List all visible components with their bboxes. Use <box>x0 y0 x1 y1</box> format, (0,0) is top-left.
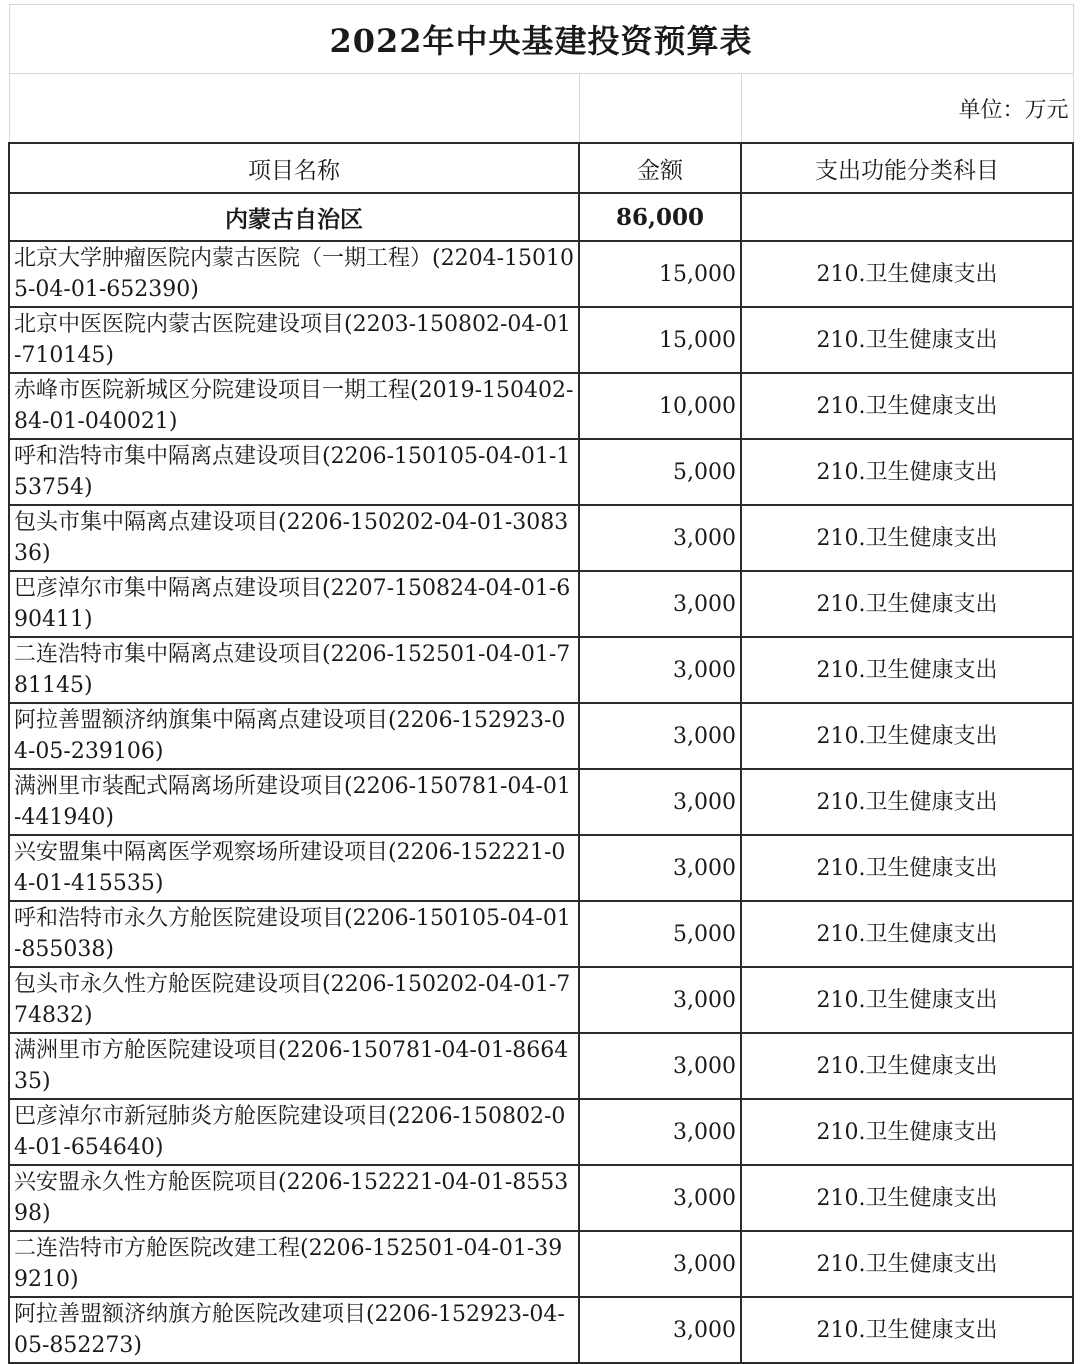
table-row <box>9 637 1073 703</box>
function-cell: 210.卫生健康支出 <box>741 439 1073 505</box>
header-project-name: 项目名称 <box>9 143 579 193</box>
table-row <box>9 901 1073 967</box>
table-row <box>9 1231 1073 1297</box>
amount-cell: 15,000 <box>579 241 741 307</box>
project-name-cell: 呼和浩特市永久方舱医院建设项目(2206-150105-04-01-855038) <box>9 901 579 967</box>
project-name-cell: 阿拉善盟额济纳旗集中隔离点建设项目(2206-152923-04-05-239106) <box>9 703 579 769</box>
project-name-cell: 满洲里市方舱医院建设项目(2206-150781-04-01-866435) <box>9 1033 579 1099</box>
project-name-cell: 巴彦淖尔市新冠肺炎方舱医院建设项目(2206-150802-04-01-654640) <box>9 1099 579 1165</box>
function-cell: 210.卫生健康支出 <box>741 637 1073 703</box>
function-cell: 210.卫生健康支出 <box>741 307 1073 373</box>
table-row <box>9 1165 1073 1231</box>
function-cell: 210.卫生健康支出 <box>741 1099 1073 1165</box>
table-row <box>9 835 1073 901</box>
amount-cell: 3,000 <box>579 769 741 835</box>
budget-sheet <box>8 4 1072 1364</box>
table-row <box>9 1099 1073 1165</box>
amount-cell: 3,000 <box>579 637 741 703</box>
project-name-cell: 呼和浩特市集中隔离点建设项目(2206-150105-04-01-153754) <box>9 439 579 505</box>
amount-cell: 3,000 <box>579 1033 741 1099</box>
function-cell: 210.卫生健康支出 <box>741 1165 1073 1231</box>
unit-blank-cell <box>579 74 741 144</box>
amount-cell: 15,000 <box>579 307 741 373</box>
amount-cell: 10,000 <box>579 373 741 439</box>
function-cell: 210.卫生健康支出 <box>741 967 1073 1033</box>
region-amount: 86,000 <box>579 193 741 241</box>
table-row <box>9 1033 1073 1099</box>
project-name-cell: 巴彦淖尔市集中隔离点建设项目(2207-150824-04-01-690411) <box>9 571 579 637</box>
title-row <box>9 5 1073 74</box>
function-cell: 210.卫生健康支出 <box>741 1297 1073 1363</box>
function-cell: 210.卫生健康支出 <box>741 769 1073 835</box>
region-function <box>741 193 1073 241</box>
header-amount: 金额 <box>579 143 741 193</box>
amount-cell: 3,000 <box>579 967 741 1033</box>
project-name-cell: 北京大学肿瘤医院内蒙古医院（一期工程）(2204-150105-04-01-652390) <box>9 241 579 307</box>
table-row <box>9 703 1073 769</box>
project-name-cell: 北京中医医院内蒙古医院建设项目(2203-150802-04-01-710145) <box>9 307 579 373</box>
table-row <box>9 769 1073 835</box>
table-row <box>9 307 1073 373</box>
region-name: 内蒙古自治区 <box>9 193 579 241</box>
table-row <box>9 505 1073 571</box>
amount-cell: 3,000 <box>579 571 741 637</box>
project-name-cell: 二连浩特市集中隔离点建设项目(2206-152501-04-01-781145) <box>9 637 579 703</box>
project-name-cell: 包头市集中隔离点建设项目(2206-150202-04-01-308336) <box>9 505 579 571</box>
project-name-cell: 阿拉善盟额济纳旗方舱医院改建项目(2206-152923-04-05-852273) <box>9 1297 579 1363</box>
unit-blank-cell <box>9 74 579 144</box>
function-cell: 210.卫生健康支出 <box>741 703 1073 769</box>
table-row <box>9 373 1073 439</box>
table-row <box>9 571 1073 637</box>
function-cell: 210.卫生健康支出 <box>741 835 1073 901</box>
project-name-cell: 包头市永久性方舱医院建设项目(2206-150202-04-01-774832) <box>9 967 579 1033</box>
amount-cell: 3,000 <box>579 1297 741 1363</box>
function-cell: 210.卫生健康支出 <box>741 241 1073 307</box>
function-cell: 210.卫生健康支出 <box>741 1033 1073 1099</box>
table-row <box>9 241 1073 307</box>
function-cell: 210.卫生健康支出 <box>741 1231 1073 1297</box>
amount-cell: 5,000 <box>579 901 741 967</box>
header-row <box>9 143 1073 193</box>
function-cell: 210.卫生健康支出 <box>741 505 1073 571</box>
project-name-cell: 兴安盟集中隔离医学观察场所建设项目(2206-152221-04-01-415535) <box>9 835 579 901</box>
table-row <box>9 1297 1073 1363</box>
project-name-cell: 二连浩特市方舱医院改建工程(2206-152501-04-01-399210) <box>9 1231 579 1297</box>
table-title: 2022年中央基建投资预算表 <box>9 5 1073 74</box>
amount-cell: 3,000 <box>579 505 741 571</box>
header-function: 支出功能分类科目 <box>741 143 1073 193</box>
amount-cell: 3,000 <box>579 1165 741 1231</box>
amount-cell: 3,000 <box>579 1099 741 1165</box>
unit-label: 单位：万元 <box>741 74 1073 144</box>
amount-cell: 3,000 <box>579 835 741 901</box>
project-name-cell: 赤峰市医院新城区分院建设项目一期工程(2019-150402-84-01-040021) <box>9 373 579 439</box>
unit-row <box>9 74 1073 144</box>
amount-cell: 5,000 <box>579 439 741 505</box>
function-cell: 210.卫生健康支出 <box>741 571 1073 637</box>
project-name-cell: 兴安盟永久性方舱医院项目(2206-152221-04-01-855398) <box>9 1165 579 1231</box>
function-cell: 210.卫生健康支出 <box>741 901 1073 967</box>
amount-cell: 3,000 <box>579 1231 741 1297</box>
amount-cell: 3,000 <box>579 703 741 769</box>
budget-table <box>8 4 1074 1364</box>
project-name-cell: 满洲里市装配式隔离场所建设项目(2206-150781-04-01-441940) <box>9 769 579 835</box>
function-cell: 210.卫生健康支出 <box>741 373 1073 439</box>
table-row <box>9 439 1073 505</box>
region-row <box>9 193 1073 241</box>
table-row <box>9 967 1073 1033</box>
